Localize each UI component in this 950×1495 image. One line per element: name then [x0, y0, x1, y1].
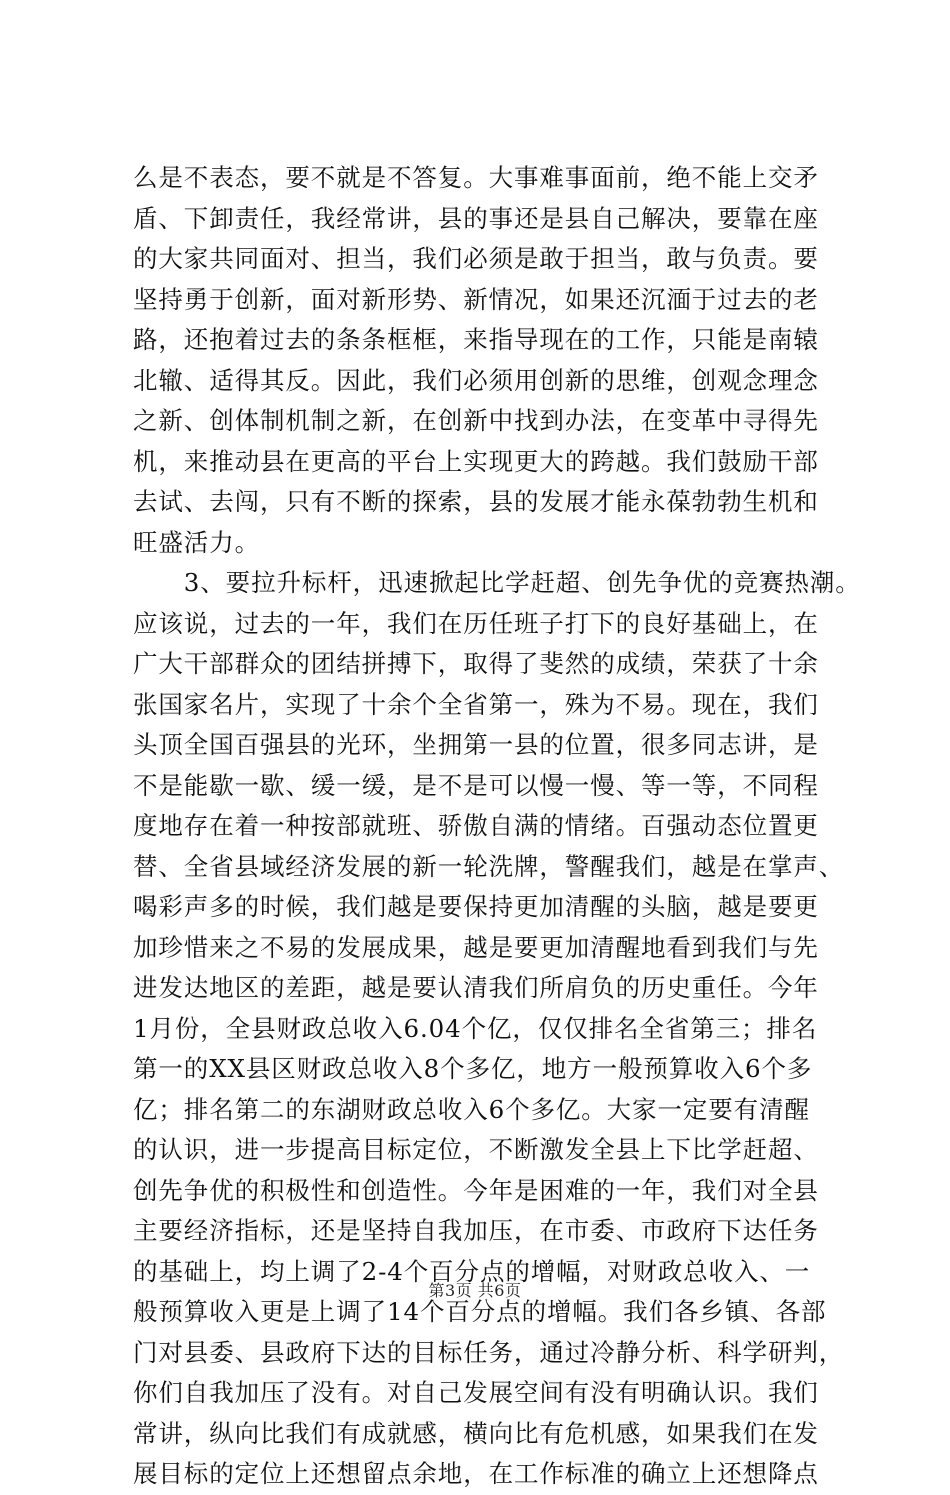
body-line: 喝彩声多的时候，我们越是要保持更加清醒的头脑，越是要更	[133, 892, 819, 921]
body-line: 广大干部群众的团结拼搏下，取得了斐然的成绩，荣获了十余	[133, 649, 819, 678]
body-line: 加珍惜来之不易的发展成果，越是要更加清醒地看到我们与先	[133, 932, 819, 962]
body-line: 进发达地区的差距，越是要认清我们所肩负的历史重任。今年	[133, 973, 819, 1002]
body-line: 应该说，过去的一年，我们在历任班子打下的良好基础上，在	[133, 608, 819, 638]
body-line: 常讲，纵向比我们有成就感，横向比有危机感，如果我们在发	[133, 1418, 819, 1448]
body-line: 亿；排名第二的东湖财政总收入6个多亿。大家一定要有清醒	[133, 1094, 810, 1124]
body-line: 的认识，进一步提高目标定位，不断激发全县上下比学赶超、	[133, 1135, 819, 1164]
body-line: 路，还抱着过去的条条框框，来指导现在的工作，只能是南辕	[133, 325, 819, 354]
body-line: 旺盛活力。	[133, 527, 260, 557]
body-line: 3、要拉升标杆，迅速掀起比学赶超、创先争优的竞赛热潮。	[133, 568, 861, 597]
body-line: 1月份，全县财政总收入6.04个亿，仅仅排名全省第三；排名	[133, 1013, 818, 1043]
body-line: 主要经济指标，还是坚持自我加压，在市委、市政府下达任务	[133, 1216, 819, 1245]
body-line: 不是能歇一歇、缓一缓，是不是可以慢一慢、等一等，不同程	[133, 770, 819, 800]
body-line: 的大家共同面对、担当，我们必须是敢于担当，敢与负责。要	[133, 244, 819, 273]
body-line: 度地存在着一种按部就班、骄傲自满的情绪。百强动态位置更	[133, 811, 819, 840]
body-line: 张国家名片，实现了十余个全省第一，殊为不易。现在，我们	[133, 689, 819, 719]
body-line: 坚持勇于创新，面对新形势、新情况，如果还沉湎于过去的老	[133, 284, 819, 314]
body-line: 替、全省县域经济发展的新一轮洗牌，警醒我们，越是在掌声、	[133, 851, 845, 881]
page-footer: 第3页 共6页	[428, 1281, 522, 1300]
body-line: 的基础上，均上调了2-4个百分点的增幅，对财政总收入、一	[133, 1256, 811, 1286]
body-line: 门对县委、县政府下达的目标任务，通过冷静分析、科学研判，	[133, 1337, 845, 1367]
body-line: 头顶全国百强县的光环，坐拥第一县的位置，很多同志讲，是	[133, 730, 819, 759]
body-line: 创先争优的积极性和创造性。今年是困难的一年，我们对全县	[133, 1175, 819, 1205]
body-line: 你们自我加压了没有。对自己发展空间有没有明确认识。我们	[133, 1378, 819, 1407]
body-line: 去试、去闯，只有不断的探索，县的发展才能永葆勃勃生机和	[133, 487, 819, 516]
body-line: 北辙、适得其反。因此，我们必须用创新的思维，创观念理念	[133, 365, 819, 395]
body-line: 么是不表态，要不就是不答复。大事难事面前，绝不能上交矛	[133, 163, 819, 192]
body-line: 展目标的定位上还想留点余地，在工作标准的确立上还想降点	[133, 1459, 819, 1488]
body-line: 盾、下卸责任，我经常讲，县的事还是县自己解决，要靠在座	[133, 203, 819, 233]
body-line: 机，来推动县在更高的平台上实现更大的跨越。我们鼓励干部	[133, 446, 819, 476]
body-line: 之新、创体制机制之新，在创新中找到办法，在变革中寻得先	[133, 406, 819, 435]
body-line: 般预算收入更是上调了14个百分点的增幅。我们各乡镇、各部	[133, 1297, 827, 1326]
body-line: 第一的XX县区财政总收入8个多亿，地方一般预算收入6个多	[133, 1054, 813, 1083]
